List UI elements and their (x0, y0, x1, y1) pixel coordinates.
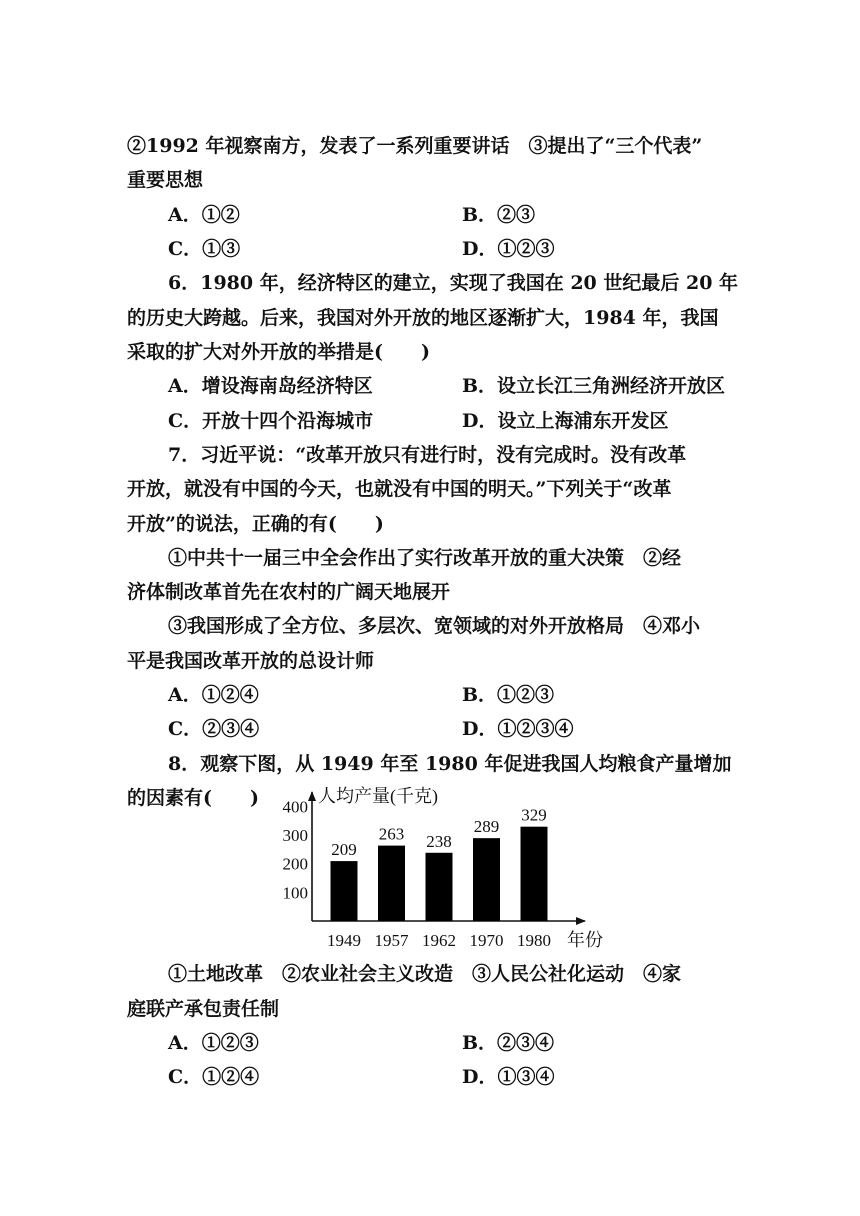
q8-option-a: A．①②③ (168, 1032, 259, 1054)
grain-output-chart (270, 780, 620, 958)
y-tick-label: 100 (282, 883, 308, 903)
bar (378, 846, 405, 921)
x-tick-label: 1980 (517, 931, 551, 950)
q6-option-c: C．开放十四个沿海城市 (168, 410, 374, 432)
q6-option-a: A．增设海南岛经济特区 (168, 375, 373, 397)
q5-stem-line-2: 重要思想 (127, 169, 204, 191)
bar (426, 853, 453, 921)
q8-item-line-1: ①土地改革 ②农业社会主义改造 ③人民公社化运动 ④家 (168, 963, 682, 985)
q7-item-line-2: 济体制改革首先在农村的广阔天地展开 (127, 581, 451, 603)
bar-value-label: 238 (426, 831, 452, 851)
bar-value-label: 263 (378, 824, 405, 844)
q7-option-a: A．①②④ (168, 684, 259, 706)
bar (331, 861, 358, 921)
q6-stem-line-2: 的历史大跨越。后来，我国对外开放的地区逐渐扩大，1984 年，我国 (127, 307, 719, 329)
q7-item-line-4: 平是我国改革开放的总设计师 (127, 650, 375, 672)
q5-option-a: A．①② (168, 204, 240, 226)
y-axis-label: 人均产量(千克) (318, 786, 438, 806)
x-tick-label: 1970 (469, 931, 504, 950)
q7-item-line-3: ③我国形成了全方位、多层次、宽领域的对外开放格局 ④邓小 (168, 615, 701, 637)
y-tick-label: 200 (282, 854, 308, 874)
q7-option-b: B．①②③ (462, 684, 555, 706)
x-axis-arrow (576, 917, 586, 925)
q7-stem-line-3: 开放”的说法，正确的有( ) (127, 513, 384, 535)
q7-stem-line-1: 7．习近平说：“改革开放只有进行时，没有完成时。没有改革 (168, 444, 687, 466)
bar-value-label: 289 (473, 817, 500, 837)
q8-option-c: C．①②④ (168, 1066, 260, 1088)
bar-chart-svg (270, 780, 620, 958)
q8-stem-line-1: 8．观察下图，从 1949 年至 1980 年促进我国人均粮食产量增加 (168, 753, 732, 775)
q7-item-line-1: ①中共十一届三中全会作出了实行改革开放的重大决策 ②经 (168, 547, 682, 569)
q5-option-d: D．①②③ (462, 238, 555, 260)
q6-option-b: B．设立长江三角洲经济开放区 (462, 375, 726, 397)
bar-value-label: 329 (521, 805, 547, 825)
q7-stem-line-2: 开放，就没有中国的今天，也就没有中国的明天。”下列关于“改革 (127, 478, 672, 500)
bar-value-label: 209 (331, 840, 357, 860)
q8-option-b: B．②③④ (462, 1032, 555, 1054)
q8-item-line-2: 庭联产承包责任制 (127, 998, 280, 1020)
q7-option-d: D．①②③④ (462, 718, 574, 740)
x-tick-label: 1962 (422, 931, 456, 950)
x-axis-label: 年份 (567, 930, 603, 950)
x-tick-label: 1949 (327, 931, 361, 950)
q8-stem-line-2: 的因素有( ) (127, 787, 259, 809)
y-tick-label: 400 (282, 797, 308, 817)
q6-stem-line-1: 6．1980 年，经济特区的建立，实现了我国在 20 世纪最后 20 年 (168, 272, 739, 294)
q6-option-d: D．设立上海浦东开发区 (462, 410, 669, 432)
bar (473, 838, 500, 921)
bar (521, 827, 548, 921)
y-axis-arrow (308, 791, 316, 801)
q5-stem-line-1: ②1992 年视察南方，发表了一系列重要讲话 ③提出了“三个代表” (127, 135, 703, 157)
y-tick-label: 300 (282, 826, 308, 845)
q5-option-b: B．②③ (462, 204, 536, 226)
x-tick-label: 1957 (374, 931, 409, 950)
q8-option-d: D．①③④ (462, 1066, 555, 1088)
q5-option-c: C．①③ (168, 238, 241, 260)
q6-stem-line-3: 采取的扩大对外开放的举措是( ) (127, 341, 430, 363)
q7-option-c: C．②③④ (168, 718, 260, 740)
